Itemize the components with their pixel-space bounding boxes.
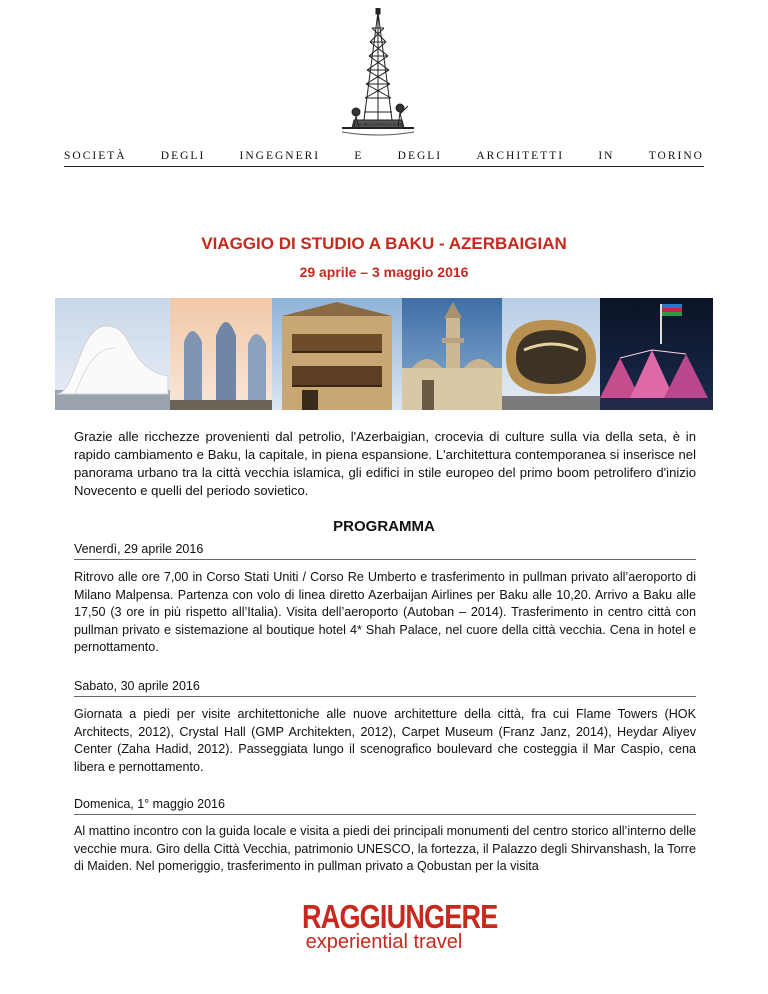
society-word: INGEGNERI xyxy=(239,150,321,162)
intro-paragraph: Grazie alle ricchezze provenienti dal petrolio, l'Azerbaigian, crocevia di culture sulla via della seta, è in rapido cambiamento e Baku, la capitale, in piena espansione. L'architettura contemporanea si inserisce nel panorama urbano tra la città vecchia islamica, gli edifici in stile europeo del primo boom petrolifero d'inizio Novecento e quelli del periodo sovietico. xyxy=(74,429,696,498)
society-word: DEGLI xyxy=(397,150,443,162)
oil-derrick-engraving-icon xyxy=(334,8,422,148)
crystal-hall-photo xyxy=(600,298,713,410)
heydar-aliyev-center-photo xyxy=(55,298,170,410)
old-city-balconies-photo xyxy=(272,298,402,410)
mosque-minaret-photo xyxy=(402,298,502,410)
society-word: E xyxy=(354,150,364,162)
society-word: DEGLI xyxy=(160,150,206,162)
day-heading: Domenica, 1° maggio 2016 xyxy=(74,797,696,815)
raggiungere-logo xyxy=(284,898,498,953)
society-word: ARCHITETTI xyxy=(476,150,565,162)
carpet-museum-photo xyxy=(502,298,600,410)
programma-title: PROGRAMMA xyxy=(333,518,435,535)
brand-tagline: experiential travel xyxy=(305,931,463,953)
trip-title: VIAGGIO DI STUDIO A BAKU - AZERBAIGIAN xyxy=(201,234,567,253)
day-heading: Venerdì, 29 aprile 2016 xyxy=(74,542,696,560)
day-heading: Sabato, 30 aprile 2016 xyxy=(74,679,696,697)
header-divider xyxy=(64,166,704,167)
society-name xyxy=(64,150,704,162)
day-text: Al mattino incontro con la guida locale e visita a piedi dei principali monumenti del centro storico all’interno delle vecchie mura. Giro della Città Vecchia, patrimonio UNESCO, la fortezza, il Palazzo degli Shirvanshash, la Torre di Maiden. Nel pomeriggio, trasferimento in pullman privato a Qobustan per la visita xyxy=(74,824,696,874)
trip-dates: 29 aprile – 3 maggio 2016 xyxy=(299,264,469,280)
society-word: TORINO xyxy=(648,150,704,162)
society-word: IN xyxy=(598,150,615,162)
logo-caption: CON REGIA FONDAZIONE xyxy=(353,122,403,127)
photo-strip xyxy=(55,298,713,410)
flame-towers-photo xyxy=(170,298,272,410)
day-text: Giornata a piedi per visite architettoniche alle nuove architetture della città, fra cui Flame Towers (HOK Architects, 2012), Crystal Hall (GMP Architekten, 2012), Carpet Museum (Franz Janz, 2014), Heydar Aliyev Center (Zaha Hadid, 2012). Passeggiata lungo il scenografico boulevard che costeggia il Mar Caspio, cena libera e pernottamento. xyxy=(74,707,696,774)
society-word: SOCIETÀ xyxy=(64,150,127,162)
brand-name: RAGGIUNGERE xyxy=(302,898,498,935)
day-text: Ritrovo alle ore 7,00 in Corso Stati Uniti / Corso Re Umberto e trasferimento in pullman privato all’aeroporto di Milano Malpensa. Partenza con volo di linea diretto Azerbaijan Airlines per Baku alle 10,20. Arrivo a Baku alle 17,50 (3 ore in più rispetto all’Italia). Visita dell’aeroporto (Autoban – 2014). Trasferimento in centro città con pullman privato e sistemazione al boutique hotel 4* Shah Palace, nel cuore della città vecchia. Cena in hotel e pernottamento. xyxy=(74,570,696,655)
